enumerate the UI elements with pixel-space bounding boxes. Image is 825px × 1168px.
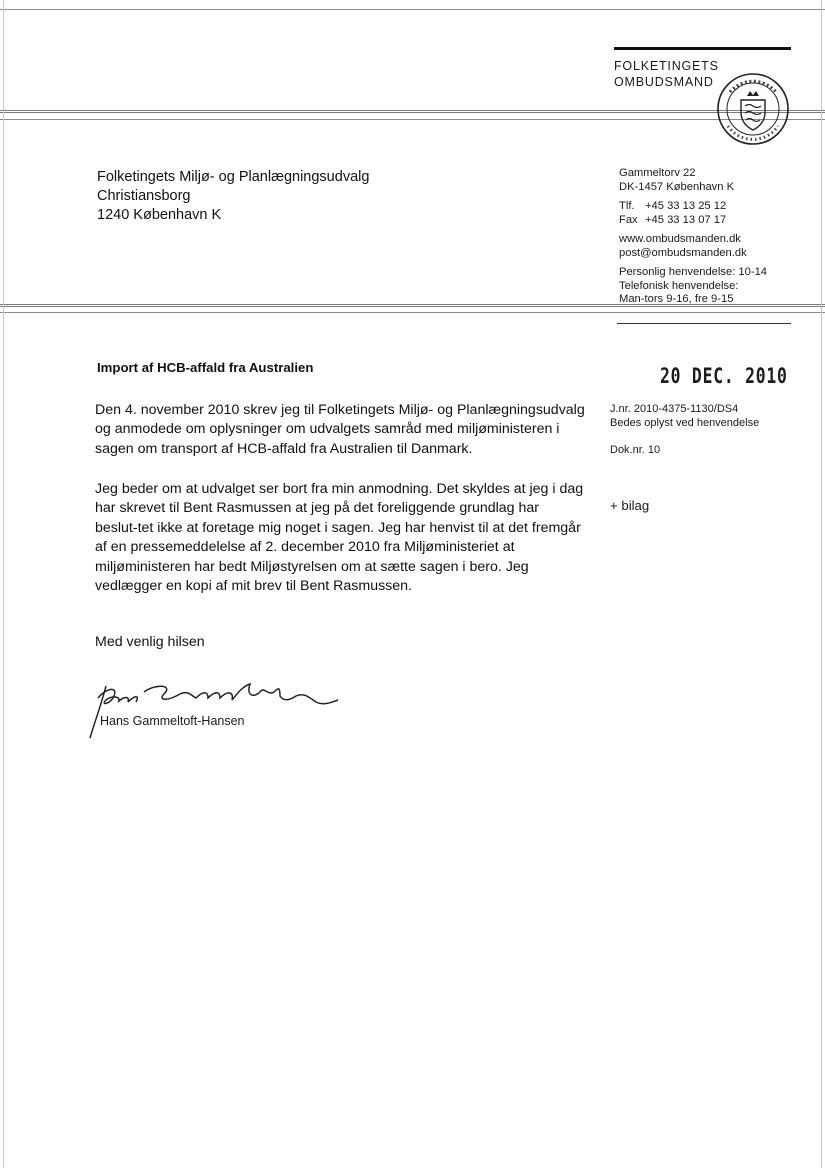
scan-edge <box>821 0 822 1168</box>
contact-rule <box>617 323 791 324</box>
scan-line <box>0 9 825 10</box>
fax-label: Fax <box>619 213 638 226</box>
tel-number: +45 33 13 25 12 <box>645 200 727 212</box>
recipient-line: Christiansborg <box>97 188 191 204</box>
contact-info <box>619 167 767 307</box>
letter-paragraph: Jeg beder om at udvalget ser bort fra min anmodning. Det skyldes at jeg i dag har skrevet til Bent Rasmussen at jeg på det foreliggende grundlag har beslut-tet ikke at foretage mig noget i sagen. Jeg har henvist til at det fremgår af en pressemeddelelse af 2. december 2010 fra Miljøministeriet at miljøministeren har bedt Miljøstyrelsen om at sætte sagen i bero. Jeg vedlægger en kopi af mit brev til Bent Rasmussen. <box>95 481 584 595</box>
closing-greeting: Med venlig hilsen <box>95 634 205 650</box>
folketinget-seal-icon <box>716 72 790 146</box>
organization-name-line1: FOLKETINGETS <box>614 59 719 73</box>
reference-note: Bedes oplyst ved henvendelse <box>610 416 760 429</box>
date-stamp: 20 DEC. 2010 <box>660 364 788 388</box>
recipient-line: Folketingets Miljø- og Planlægningsudvalg <box>97 169 370 185</box>
contact-web: www.ombudsmanden.dk <box>619 233 741 245</box>
contact-personal-hours: Personlig henvendelse: 10-14 <box>619 266 768 278</box>
journal-number: J.nr. 2010-4375-1130/DS4 <box>610 403 739 415</box>
letterhead-rule <box>614 47 791 50</box>
reference-block <box>610 403 759 430</box>
contact-phone-label: Telefonisk henvendelse: <box>619 279 739 292</box>
attachment-note: + bilag <box>610 498 650 513</box>
scan-edge <box>3 0 4 1168</box>
document-number: Dok.nr. 10 <box>610 444 661 456</box>
scan-line <box>0 312 825 313</box>
fax-number: +45 33 13 07 17 <box>645 213 727 226</box>
contact-tel <box>619 200 767 214</box>
recipient-line: 1240 København K <box>97 207 222 223</box>
letter-subject: Import af HCB-affald fra Australien <box>97 360 314 375</box>
scan-line <box>0 110 825 113</box>
letter-paragraph: Den 4. november 2010 skrev jeg til Folketingets Miljø- og Planlægningsudvalg og anmodede om oplysninger om udvalgets samråd med miljøministeren i sagen om transport af HCB-affald fra Australien til Danmark. <box>95 402 585 457</box>
recipient-address <box>97 168 369 225</box>
contact-email: post@ombudsmanden.dk <box>619 246 747 259</box>
contact-city: DK-1457 København K <box>619 180 735 193</box>
tel-label: Tlf. <box>619 200 635 212</box>
organization-name-line2: OMBUDSMAND <box>614 75 714 89</box>
contact-fax <box>619 214 767 228</box>
contact-phone-hours: Man-tors 9-16, fre 9-15 <box>619 293 734 305</box>
scan-line <box>0 119 825 120</box>
signer-name: Hans Gammeltoft-Hansen <box>100 714 245 728</box>
signature-image <box>84 672 344 742</box>
organization-name <box>614 58 719 90</box>
contact-street: Gammeltorv 22 <box>619 167 696 179</box>
